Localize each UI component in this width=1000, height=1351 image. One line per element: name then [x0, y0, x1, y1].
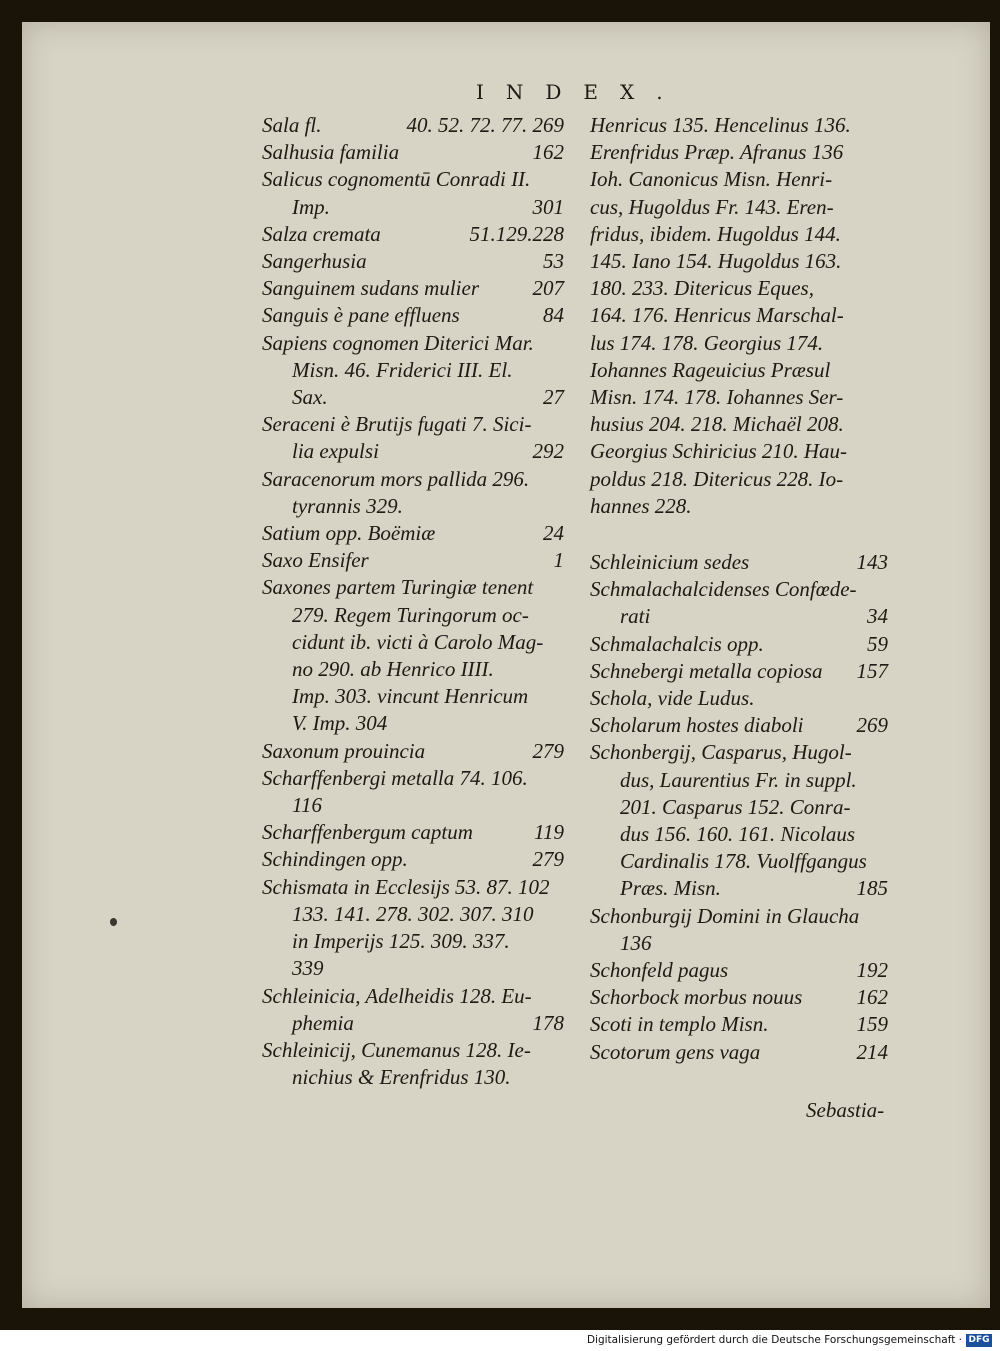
entry-line — [590, 1039, 888, 1066]
page-reference: 178 — [532, 1010, 564, 1035]
entry-line — [262, 411, 564, 438]
entry-line — [262, 493, 564, 520]
index-entry — [262, 983, 564, 1037]
page-reference: 162 — [856, 985, 888, 1010]
entry-text: Schonburgij Domini in Glaucha — [590, 903, 860, 928]
entry-line: 180. 233. Ditericus Eques, — [590, 276, 814, 301]
entry-text: Scharffenbergi metalla 74. 106. — [262, 765, 528, 790]
entry-text: Salicus cognomentū Conradi II. — [262, 167, 531, 192]
entry-text: Schleinicium sedes — [590, 550, 750, 574]
entry-line — [590, 957, 888, 984]
entry-line: 164. 176. Henricus Marschal- — [590, 303, 844, 328]
entry-text: cidunt ib. victi à Carolo Mag- — [292, 629, 544, 654]
entry-line — [262, 656, 564, 683]
entry-text: 116 — [292, 793, 322, 818]
index-entry — [590, 712, 888, 739]
entry-line — [262, 139, 564, 166]
entry-line — [590, 576, 888, 603]
entry-line — [262, 765, 564, 792]
index-entry — [262, 574, 564, 737]
entry-text: Satium opp. Boëmiæ — [262, 521, 436, 546]
page-reference: 192 — [856, 958, 888, 983]
entry-text: Schonbergij, Casparus, Hugol- — [590, 740, 852, 765]
entry-text: Scharffenbergum captum — [262, 820, 473, 845]
entry-text: 339 — [292, 956, 324, 981]
entry-text: Schola, vide Ludus. — [590, 686, 755, 711]
entry-line — [262, 384, 564, 411]
entry-text: lia expulsi — [292, 439, 379, 464]
entry-line — [262, 629, 564, 656]
entry-text: Schleinicia, Adelheidis 128. Eu- — [262, 983, 532, 1008]
entry-line — [262, 438, 564, 465]
entry-line — [262, 792, 564, 819]
index-entry — [590, 984, 888, 1011]
page-reference: 279 — [532, 738, 564, 763]
index-entry — [262, 1037, 564, 1091]
entry-line — [262, 357, 564, 384]
index-entry — [262, 275, 564, 302]
entry-line — [262, 574, 564, 601]
entry-line: hannes 228. — [590, 493, 692, 518]
entry-line — [590, 875, 888, 902]
entry-text: Misn. 46. Friderici III. El. — [292, 357, 513, 382]
entry-line: Erenfridus Præp. Afranus 136 — [590, 140, 844, 165]
entry-text: Saracenorum mors pallida 296. — [262, 466, 530, 491]
index-entry — [262, 765, 564, 819]
entry-text: phemia — [292, 1010, 354, 1035]
entry-text: Præs. Misn. — [620, 876, 721, 901]
entry-line — [262, 112, 564, 139]
index-entry — [590, 903, 888, 957]
page-reference: 269 — [856, 713, 888, 738]
entry-text: Imp. 303. vincunt Henricum — [292, 684, 529, 709]
entry-line — [590, 739, 888, 766]
entry-line — [262, 1010, 564, 1037]
index-entry — [262, 248, 564, 275]
page-reference: 59 — [867, 631, 888, 656]
entry-text: Saxones partem Turingiæ tenent — [262, 575, 534, 600]
index-entry — [590, 1011, 888, 1038]
index-entry — [262, 738, 564, 765]
index-entry — [590, 576, 888, 630]
entry-line: Ioh. Canonicus Misn. Henri- — [590, 167, 833, 192]
entry-text: Sanguis è pane effluens — [262, 303, 460, 328]
entry-line: lus 174. 178. Georgius 174. — [590, 330, 824, 355]
entry-line — [590, 984, 888, 1011]
index-entry — [262, 221, 564, 248]
entry-line — [590, 794, 888, 821]
index-entry — [262, 547, 564, 574]
dfg-logo: DFG — [966, 1334, 992, 1347]
entry-text: Schorbock morbus nouus — [590, 985, 803, 1010]
index-entry — [590, 739, 888, 902]
entry-text: dus 156. 160. 161. Nicolaus — [620, 822, 856, 847]
entry-text: Sanguinem sudans mulier — [262, 276, 479, 301]
entry-line — [590, 685, 888, 712]
entry-line — [262, 1064, 564, 1091]
index-entry — [262, 166, 564, 220]
entry-line — [262, 738, 564, 765]
entry-text: Seraceni è Brutijs fugati 7. Sici- — [262, 412, 532, 437]
entry-line — [262, 248, 564, 275]
entry-line — [590, 848, 888, 875]
entry-line — [262, 330, 564, 357]
entry-text: Schleinicij, Cunemanus 128. Ie- — [262, 1037, 531, 1062]
page-header: INDEX. — [476, 80, 685, 104]
index-entry — [590, 1039, 888, 1066]
entry-block — [590, 549, 888, 1066]
entry-line: Iohannes Rageuicius Præsul — [590, 357, 831, 382]
entry-line: 145. Iano 154. Hugoldus 163. — [590, 249, 842, 274]
page-reference: 279 — [532, 847, 564, 872]
entry-line — [590, 903, 888, 930]
index-entry — [590, 957, 888, 984]
index-entry — [262, 520, 564, 547]
entry-line — [262, 275, 564, 302]
entry-text: Saxonum prouincia — [262, 738, 426, 763]
index-column-left — [262, 112, 564, 1091]
page-reference: 143 — [856, 550, 888, 574]
page-reference: 27 — [543, 385, 564, 410]
index-entry — [262, 330, 564, 412]
entry-line — [262, 819, 564, 846]
entry-line — [262, 1037, 564, 1064]
entry-text: Sax. — [292, 385, 328, 410]
page-reference: 185 — [856, 876, 888, 901]
index-entry — [262, 112, 564, 139]
index-entry — [590, 658, 888, 685]
entry-line: Georgius Schiricius 210. Hau- — [590, 439, 848, 464]
entry-line — [590, 767, 888, 794]
entry-text: tyrannis 329. — [292, 493, 403, 518]
continued-entry-block — [590, 112, 888, 520]
entry-text: nichius & Erenfridus 130. — [292, 1065, 511, 1090]
page-reference: 159 — [856, 1012, 888, 1037]
index-entry — [590, 631, 888, 658]
index-entry — [262, 411, 564, 465]
entry-text: Cardinalis 178. Vuolffgangus — [620, 849, 867, 874]
entry-line: Henricus 135. Hencelinus 136. — [590, 113, 851, 137]
entry-text: Sapiens cognomen Diterici Mar. — [262, 330, 534, 355]
index-entry — [262, 846, 564, 873]
entry-line — [262, 983, 564, 1010]
entry-text: Scotorum gens vaga — [590, 1039, 761, 1064]
entry-line — [262, 520, 564, 547]
entry-line — [590, 712, 888, 739]
entry-line — [262, 901, 564, 928]
entry-line: poldus 218. Ditericus 228. Io- — [590, 466, 844, 491]
entry-line — [262, 683, 564, 710]
entry-text: Schnebergi metalla copiosa — [590, 658, 823, 683]
entry-text: rati — [620, 604, 651, 629]
page-reference: 34 — [867, 604, 888, 629]
entry-line — [262, 955, 564, 982]
index-entry — [262, 819, 564, 846]
page-reference: 84 — [543, 303, 564, 328]
funding-credit: Digitalisierung gefördert durch die Deutsche Forschungsgemeinschaft · — [586, 1334, 962, 1346]
page-reference: 40. 52. 72. 77. 269 — [406, 113, 564, 137]
index-entry — [590, 549, 888, 576]
index-column-right — [590, 112, 888, 1064]
entry-text: Schonfeld pagus — [590, 958, 729, 983]
entry-line — [262, 547, 564, 574]
entry-text: 201. Casparus 152. Conra- — [620, 794, 851, 819]
index-entry — [590, 685, 888, 712]
index-entry — [262, 466, 564, 520]
entry-line — [262, 302, 564, 329]
entry-line — [262, 874, 564, 901]
entry-line — [262, 710, 564, 737]
entry-line — [262, 166, 564, 193]
entry-line: cus, Hugoldus Fr. 143. Eren- — [590, 194, 834, 219]
index-entry — [262, 139, 564, 166]
entry-text: Sangerhusia — [262, 249, 367, 274]
page-reference: 157 — [856, 658, 888, 683]
entry-text: V. Imp. 304 — [292, 711, 388, 736]
entry-text: Scoti in templo Misn. — [590, 1012, 769, 1037]
entry-text: Scholarum hostes diaboli — [590, 713, 804, 738]
entry-line — [262, 928, 564, 955]
entry-text: in Imperijs 125. 309. 337. — [292, 929, 510, 954]
entry-text: Schismata in Ecclesijs 53. 87. 102 — [262, 874, 550, 899]
entry-text: 279. Regem Turingorum oc- — [292, 602, 529, 627]
entry-text: Schmalachalcidenses Confœde- — [590, 577, 857, 602]
page-reference: 162 — [532, 140, 564, 165]
index-entry — [262, 874, 564, 983]
entry-text: Imp. — [292, 194, 330, 219]
entry-line — [262, 466, 564, 493]
entry-text: Schmalachalcis opp. — [590, 631, 764, 656]
index-entry — [262, 302, 564, 329]
entry-line — [590, 631, 888, 658]
entry-text: no 290. ab Henrico IIII. — [292, 657, 494, 682]
footer-bar — [0, 1331, 1000, 1351]
entry-line: fridus, ibidem. Hugoldus 144. — [590, 221, 841, 246]
page-reference: 51.129.228 — [469, 221, 564, 246]
entry-line — [590, 821, 888, 848]
entry-line — [590, 658, 888, 685]
entry-text: Salhusia familia — [262, 140, 400, 165]
entry-text: 133. 141. 278. 302. 307. 310 — [292, 901, 534, 926]
entry-text: Salza cremata — [262, 221, 381, 246]
entry-line — [262, 194, 564, 221]
page-reference: 1 — [553, 548, 564, 573]
entry-line: Misn. 174. 178. Iohannes Ser- — [590, 385, 844, 410]
entry-line — [590, 1011, 888, 1038]
page-reference: 119 — [534, 820, 564, 845]
page-reference: 301 — [532, 194, 564, 219]
entry-text: dus, Laurentius Fr. in suppl. — [620, 767, 857, 792]
page-reference: 53 — [543, 249, 564, 274]
page-reference: 24 — [543, 521, 564, 546]
entry-line: husius 204. 218. Michaël 208. — [590, 412, 844, 437]
entry-text: Schindingen opp. — [262, 847, 408, 872]
entry-line — [590, 603, 888, 630]
page-reference: 207 — [532, 276, 564, 301]
page-reference: 292 — [532, 439, 564, 464]
entry-line — [590, 930, 888, 957]
entry-text: 136 — [620, 930, 652, 955]
catchword: Sebastia- — [806, 1098, 885, 1122]
entry-line — [590, 549, 888, 576]
entry-text: Sala fl. — [262, 113, 322, 137]
entry-line — [262, 221, 564, 248]
entry-line — [262, 602, 564, 629]
page-reference: 214 — [856, 1039, 888, 1064]
ink-spot — [110, 918, 117, 926]
entry-line — [262, 846, 564, 873]
entry-text: Saxo Ensifer — [262, 548, 369, 573]
